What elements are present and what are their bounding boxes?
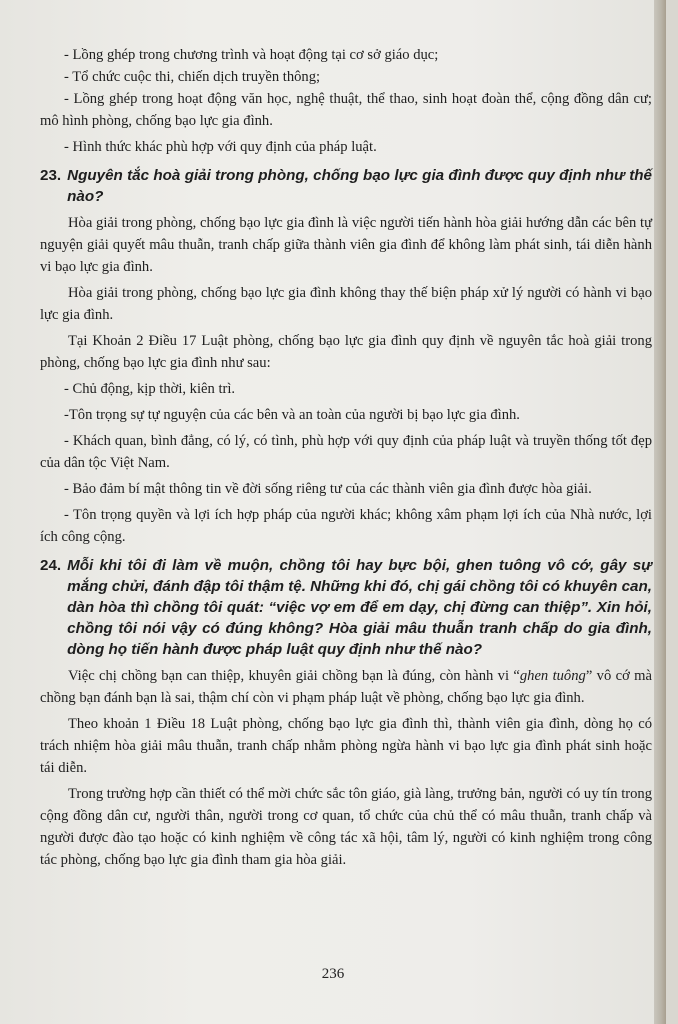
paragraph: Theo khoản 1 Điều 18 Luật phòng, chống bạo lực gia đình thì, thành viên gia đình, dòng họ có trách nhiệm hòa giải mâu thuẫn, tranh chấp nhằm phòng ngừa hành vi bạo lực gia đình phát sinh hoặc tái diễn. bbox=[40, 716, 652, 776]
text-run: ” vô cớ mà chồng bạn đánh bạn là sai, thậm chí còn vi phạm pháp luật về phòng, chống bạo lực gia đình. bbox=[40, 668, 652, 706]
list-item: - Hình thức khác phù hợp với quy định của pháp luật. bbox=[64, 139, 377, 155]
page-edge bbox=[654, 0, 666, 1024]
text-run: Việc chị chồng bạn can thiệp, khuyên giải chồng bạn là đúng, còn hành vi “ bbox=[68, 668, 520, 684]
question-number: 23. bbox=[40, 167, 62, 184]
question-title: Mỗi khi tôi đi làm về muộn, chồng tôi hay bực bội, ghen tuông vô cớ, gây sự mắng chửi, đánh đập tôi thậm tệ. Những khi đó, chị gái chồng tôi có khuyên can, dàn hòa thì chồng tôi quát: “việc vợ em để em dạy, chị đừng can thiệp”. Xin hỏi, chồng tôi nói vậy có đúng không? Hòa giải mâu thuẫn tranh chấp do gia đình, dòng họ tiến hành được pháp luật quy định như thế nào? bbox=[67, 557, 652, 658]
list-item: - Lồng ghép trong hoạt động văn học, nghệ thuật, thể thao, sinh hoạt đoàn thể, cộng đồng dân cư; mô hình phòng, chống bạo lực gia đình. bbox=[40, 91, 652, 129]
paragraph: Hòa giải trong phòng, chống bạo lực gia đình không thay thế biện pháp xử lý người có hành vi bạo lực gia đình. bbox=[40, 285, 652, 323]
list-item: - Tổ chức cuộc thi, chiến dịch truyền thông; bbox=[64, 69, 321, 85]
question-24-heading bbox=[40, 555, 652, 660]
question-23-heading bbox=[40, 165, 652, 207]
list-item: - Tôn trọng quyền và lợi ích hợp pháp của người khác; không xâm phạm lợi ích của Nhà nước, lợi ích công cộng. bbox=[40, 507, 652, 545]
question-number: 24. bbox=[40, 557, 62, 574]
page-number: 236 bbox=[321, 966, 345, 982]
list-item: -Tôn trọng sự tự nguyện của các bên và an toàn của người bị bạo lực gia đình. bbox=[64, 407, 520, 423]
paragraph bbox=[40, 665, 652, 709]
list-item: - Bảo đảm bí mật thông tin về đời sống riêng tư của các thành viên gia đình được hòa giải. bbox=[64, 481, 592, 497]
paragraph: Hòa giải trong phòng, chống bạo lực gia đình là việc người tiến hành hòa giải hướng dẫn các bên tự nguyện giải quyết mâu thuẫn, tranh chấp giữa thành viên gia đình để không làm phát sinh, tái diễn hành vi bạo lực gia đình. bbox=[40, 215, 652, 275]
emphasis: ghen tuông bbox=[519, 668, 586, 684]
list-item: - Lồng ghép trong chương trình và hoạt động tại cơ sở giáo dục; bbox=[64, 47, 439, 63]
list-item: - Chủ động, kịp thời, kiên trì. bbox=[64, 381, 236, 397]
page-text bbox=[40, 44, 652, 871]
list-item: - Khách quan, bình đẳng, có lý, có tình, phù hợp với quy định của pháp luật và truyền thống tốt đẹp của dân tộc Việt Nam. bbox=[40, 433, 652, 471]
paragraph: Tại Khoản 2 Điều 17 Luật phòng, chống bạo lực gia đình quy định về nguyên tắc hoà giải trong phòng, chống bạo lực gia đình như sau: bbox=[40, 333, 652, 371]
question-title: Nguyên tắc hoà giải trong phòng, chống bạo lực gia đình được quy định như thế nào? bbox=[67, 167, 652, 205]
paragraph: Trong trường hợp cần thiết có thể mời chức sắc tôn giáo, già làng, trưởng bản, người có uy tín trong cộng đồng dân cư, người thân, người trong cơ quan, tổ chức của chủ thể có mâu thuẫn, tranh chấp và người được đào tạo hoặc có kinh nghiệm về công tác xã hội, tâm lý, người có kinh nghiệm trong công tác phòng, chống bạo lực gia đình tham gia hòa giải. bbox=[40, 786, 653, 868]
